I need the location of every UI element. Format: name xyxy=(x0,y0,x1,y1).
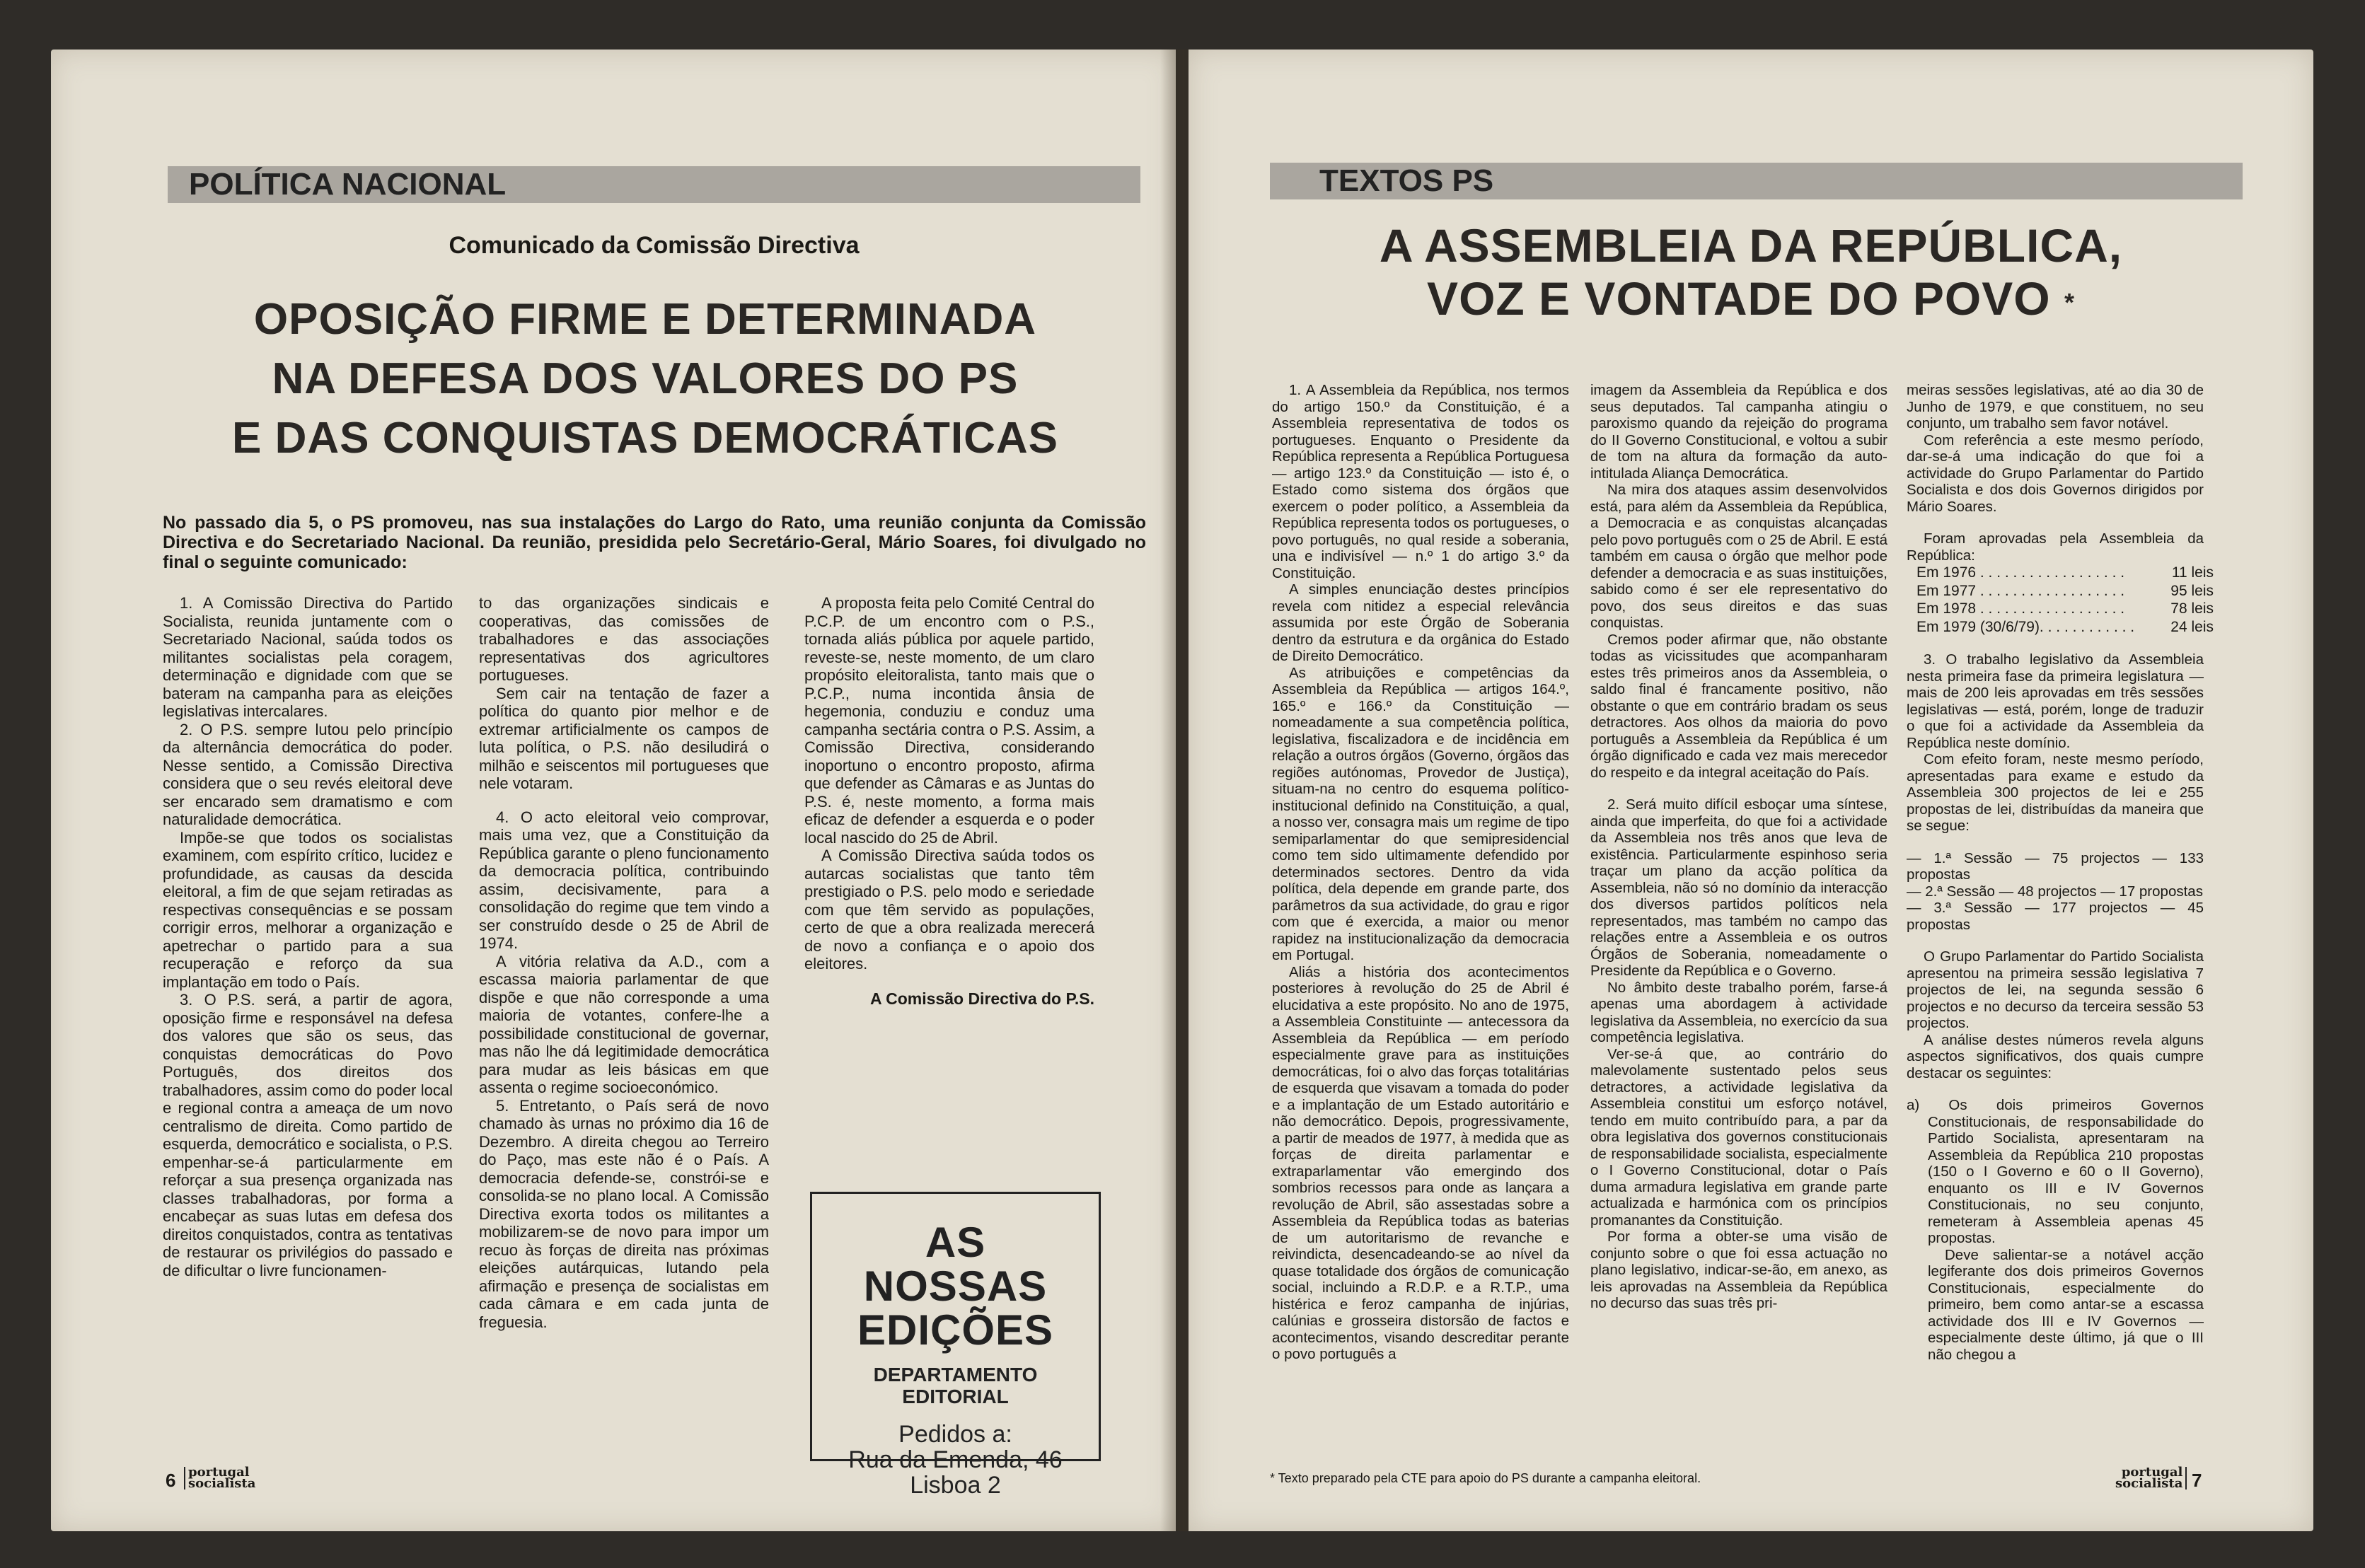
lead-paragraph: No passado dia 5, o PS promoveu, nas sua instalações do Largo do Rato, uma reunião conjunta da Comissão Directiva e do Secretariado Nacional. Da reunião, presidida pelo Secretário-Geral, Mário Soares, foi divulgado no final o seguinte comunicado: xyxy=(163,513,1146,572)
table-row xyxy=(1916,582,2214,600)
paragraph: 4. O acto eleitoral veio comprovar, mais uma vez, que a Constituição da República garante o pleno funcionamento da democracia política, contribuindo assim, decisivamente, para a consolidação do regime que tem vindo a ser construído desde o 25 de Abril de 1974. xyxy=(479,808,769,952)
headline-text: VOZ E VONTADE DO POVO xyxy=(1427,272,2051,325)
paragraph: Ver-se-á que, ao contrário do malevolamente sustentado pelos seus detractores, a actividade legislativa da Assembleia constitui um esforço notável, tendo em muito contribuído para, a par da obra legislativa dos governos constitucionais de responsabilidade socialista, especialmente o I Governo Constitucional, dotar o País duma armadura legislativa em grande parte actualizada e harmónica com os princípios promanantes da Constituição. xyxy=(1590,1045,1887,1229)
headline xyxy=(1252,219,2250,329)
paragraph: A Comissão Directiva saúda todos os autarcas socialistas que tanto têm prestigiado o P.S. pelo modo e seriedade com que têm servido as populações, certo de que a obra realizada merecerá de novo a confiança e o apoio dos eleitores. xyxy=(804,847,1094,972)
paragraph: 2. Será muito difícil esboçar uma síntese, ainda que imperfeita, do que foi a actividade da Assembleia nos três anos que leva de existência. Particularmente espinhoso seria traçar um plano da acção política da Assembleia, não só no domínio da interacção dos diversos partidos políticos nela representados, mas também no campo das relações entre a Assembleia e os outros Órgãos de Soberania, nomeadamente o Presidente da República e o Governo. xyxy=(1590,796,1887,979)
logo-text: portugal xyxy=(188,1465,250,1480)
paragraph: A vitória relativa da A.D., com a escassa maioria parlamentar de que dispõe e que não corresponde a uma maioria de votantes, confere-lhe a possibilidade constitucional de governar, mas não lhe dá legitimidade democrática para mudar as leis básicas em que assenta o regime socioeconómico. xyxy=(479,952,769,1096)
article-column-2 xyxy=(479,594,769,1478)
paragraph: 5. Entretanto, o País será de novo chamado às urnas no próximo dia 16 de Dezembro. A direita chegou ao Terreiro do Paço, mas este não é o País. A democracia defende-se, constrói-se e consolida-se no plano local. A Comissão Directiva exorta todos os militantes a mobilizarem-se de novo para impor um recuo às forças de direita nas próximas eleições autárquicas, lutando pela afirmação e presença de socialistas em cada câmara e em cada junta de freguesia. xyxy=(479,1096,769,1331)
article-column-1 xyxy=(163,594,453,1478)
page-number: 7 xyxy=(2192,1470,2202,1491)
paragraph: to das organizações sindicais e cooperativas, das comissões de trabalhadores e das associações representativas dos agricultores portugueses. xyxy=(479,594,769,684)
ad-title-line: AS xyxy=(925,1219,986,1266)
right-page xyxy=(1189,50,2313,1531)
paragraph: Foram aprovadas pela Assembleia da República: xyxy=(1907,530,2204,564)
laws-count: 24 leis xyxy=(2170,618,2214,635)
logo-text: socialista xyxy=(188,1476,256,1491)
paragraph: imagem da Assembleia da República e dos seus deputados. Tal campanha atingiu o paroxismo quando da rejeição do programa do II Governo Constitucional, e voltou a subir de tom na altura da formação da auto-intitulada Aliança Democrática. xyxy=(1590,382,1887,482)
paragraph: 1. A Assembleia da República, nos termos do artigo 150.º da Constituição, é a Assembleia representativa de todos os portugueses. Enquanto o Presidente da República representa a República Portuguesa — artigo 123.º da Constituição — isto é, o Estado como sistema dos órgãos que exercem o poder político, a Assembleia da República representa todos os portugueses, o povo português, no qual reside a soberania, una e indivisível — n.º 1 do artigo 3.º da Constituição. xyxy=(1272,382,1569,581)
article-column-1 xyxy=(1272,382,1569,1478)
laws-count: 78 leis xyxy=(2170,600,2214,617)
kicker: Comunicado da Comissão Directiva xyxy=(449,232,860,259)
footnote: * Texto preparado pela CTE para apoio do PS durante a campanha eleitoral. xyxy=(1270,1471,1701,1485)
ad-address-line: Rua da Emenda, 46 xyxy=(848,1446,1063,1473)
article-column-2 xyxy=(1590,382,1887,1478)
year-label: Em 1978 . . . . . . . . . . . . . . . . . . xyxy=(1916,600,2125,617)
list-item: a) Os dois primeiros Governos Constitucionais, de responsabilidade do Partido Socialista, apresentaram na Assembleia da República 210 propostas (150 o I Governo e 60 o II Governo), enquanto os III e IV Governos Constitucionais, no seu conjunto, remeteram à Assembleia apenas 45 propostas. xyxy=(1907,1097,2204,1246)
session-line: — 2.ª Sessão — 48 projectos — 17 propostas xyxy=(1907,883,2203,900)
headline-line xyxy=(1252,272,2250,329)
year-label: Em 1979 (30/6/79). . . . . . . . . . . . xyxy=(1916,618,2135,635)
session-line: — 1.ª Sessão — 75 projectos — 133 propostas xyxy=(1907,849,2204,883)
paragraph: No âmbito deste trabalho porém, farse-á apenas uma abordagem à actividade legislativa da Assembleia, no exercício da sua competência legislativa. xyxy=(1590,979,1887,1045)
section-header-politica-nacional xyxy=(168,166,1140,203)
laws-per-year-table xyxy=(1916,564,2214,636)
year-label: Em 1976 . . . . . . . . . . . . . . . . . . xyxy=(1916,564,2125,581)
signature: A Comissão Directiva do P.S. xyxy=(869,989,1094,1008)
section-title: POLÍTICA NACIONAL xyxy=(189,167,507,202)
paragraph: Com referência a este mesmo período, dar-se-á uma indicação do que foi a actividade do Grupo Parlamentar do Partido Socialista e dos dois Governos dirigidos por Mário Soares. xyxy=(1907,431,2204,515)
logo-text: portugal xyxy=(2121,1465,2183,1480)
ad-address xyxy=(812,1422,1099,1498)
article-column-3 xyxy=(804,594,1094,1146)
ad-dept-line: DEPARTAMENTO xyxy=(873,1364,1038,1386)
paragraph: A proposta feita pelo Comité Central do P.C.P. de um encontro com o P.S., tornada aliás pública por aquele partido, reveste-se, neste momento, de um claro propósito eleitoralista, tanto mais que o P.C.P., numa incontida ânsia de hegemonia, conduziu e conduz uma campanha sectária contra o P.S. Assim, a Comissão Directiva, considerando inoportuno o encontro proposto, afirma que defender as Câmaras e as Juntas do P.S. é, neste momento, a forma mais eficaz de defender a esquerda e o poder local nascido do 25 de Abril. xyxy=(804,594,1094,847)
ad-box-nossas-edicoes xyxy=(810,1192,1101,1499)
paragraph: Cremos poder afirmar que, não obstante todas as vicissitudes que acompanharam estes três primeiros anos da Assembleia, o saldo final é francamente positivo, não obstante o que em contrário bradam os seus detractores. Aos olhos da maioria do povo português a Assembleia da República é um órgão dignificado e cada vez mais merecedor do respeito e da integral aceitação do País. xyxy=(1590,631,1887,781)
paragraph: A simples enunciação destes princípios revela com nitidez a especial relevância assumida por este Órgão de Soberania dentro da estrutura e da orgânica do Estado de Direito Democrático. xyxy=(1272,581,1569,664)
laws-count: 11 leis xyxy=(2171,564,2214,581)
paragraph: meiras sessões legislativas, até ao dia 30 de Junho de 1979, e que constituem, no seu conjunto, um trabalho sem favor notável. xyxy=(1907,382,2204,431)
left-page xyxy=(51,50,1176,1531)
ad-title-line: EDIÇÕES xyxy=(857,1306,1054,1354)
ad-dept-line: EDITORIAL xyxy=(902,1386,1009,1407)
footnote-marker: * xyxy=(2064,288,2075,318)
table-row xyxy=(1916,618,2214,637)
page-number: 6 xyxy=(166,1470,176,1491)
ad-address-line: Pedidos a: xyxy=(898,1421,1012,1448)
headline-line: NA DEFESA DOS VALORES DO PS xyxy=(272,354,1019,403)
laws-count: 95 leis xyxy=(2170,582,2214,599)
headline-line: E DAS CONQUISTAS DEMOCRÁTICAS xyxy=(231,414,1058,463)
publication-logo xyxy=(2115,1467,2187,1489)
paragraph: A análise destes números revela alguns aspectos significativos, dos quais cumpre destacar os seguintes: xyxy=(1907,1031,2204,1081)
year-label: Em 1977 . . . . . . . . . . . . . . . . . . xyxy=(1916,582,2125,599)
headline-line: OPOSIÇÃO FIRME E DETERMINADA xyxy=(253,295,1037,344)
ad-address-line: Lisboa 2 xyxy=(910,1472,1001,1499)
paragraph: 3. O trabalho legislativo da Assembleia nesta primeira fase da primeira legislatura — mais de 200 leis aprovadas em três sessões legislativas — está, porém, longe de traduzir o que foi a actividade da Assembleia da República neste domínio. xyxy=(1907,651,2204,751)
section-header-textos-ps xyxy=(1270,163,2243,199)
paragraph: Na mira dos ataques assim desenvolvidos está, para além da Assembleia da República, a Democracia e as conquistas alcançadas pelo povo português com o 25 de Abril. E está também em causa o órgão que melhor pode defender a democracia e as suas instituições, sabido como é ser ele representativo do povo, dos seus direitos e das suas conquistas. xyxy=(1590,482,1887,631)
table-row xyxy=(1916,600,2214,618)
table-row xyxy=(1916,564,2214,582)
logo-text: socialista xyxy=(2115,1476,2183,1491)
publication-logo xyxy=(184,1467,255,1489)
paragraph: O Grupo Parlamentar do Partido Socialista apresentou na primeira sessão legislativa 7 projectos de lei, na segunda sessão 6 projectos e no decurso da terceira sessão 53 projectos. xyxy=(1907,948,2204,1031)
article-column-3 xyxy=(1907,382,2214,1499)
paragraph: Impõe-se que todos os socialistas examinem, com espírito crítico, lucidez e profundidade, as causas da descida eleitoral, a fim de que sejam retiradas as respectivas consequências e se possam corrigir erros, melhorar a organização e apetrechar o partido para a sua recuperação e reforço da sua implantação em todo o País. xyxy=(163,828,453,991)
section-title: TEXTOS PS xyxy=(1319,163,1494,198)
paragraph: Por forma a obter-se uma visão de conjunto sobre o que foi essa actuação no plano legislativo, indicar-se-ão, em anexo, as leis aprovadas na Assembleia da República no decurso das suas três pri- xyxy=(1590,1229,1887,1311)
paragraph: As atribuições e competências da Assembleia da República — artigos 164.º, 165.º e 166.º da Constituição — nomeadamente a sua competência política, legislativa, fiscalizadora e de incidência em relação a outros órgãos (Governo, órgãos das regiões autónomas, Provedor de Justiça), situam-na no centro do esquema político-institucional definido na Constituição, a qual, a nosso ver, consagra mais um regime de tipo semiparlamentar do que semipresidencial como tem sido ultimamente defendido por determinados sectores. Dentro da vida política, dela depende em grande parte, dos parâmetros da sua actividade, do grau e rigor com que é exercida, a maior ou menor rapidez na institucionalização da democracia em Portugal. xyxy=(1272,664,1569,963)
paragraph: Aliás a história dos acontecimentos posteriores à revolução do 25 de Abril é elucidativa a este propósito. No ano de 1975, a Assembleia Constituinte — antecessora da Assembleia da República — em período especialmente grave para as instituições democráticas, foi o alvo das forças totalitárias de esquerda que visavam a tomada do poder e a implantação de um Estado autoritário e não democrático. Depois, progressivamente, a partir de meados de 1977, à medida que as forças de direita parlamentar e extraparlamentar vão emergindo dos sombrios recessos para onde as lançara a revolução de Abril, são assestadas sobre a Assembleia da República todas as baterias de um autoritarismo de revanche e reivindicta, desencadeando-se ao nível da quase totalidade dos órgãos de comunicação social, incluindo a R.D.P. e a R.T.P., uma histérica e feroz campanha de injúrias, calúnias e grosseira distorsão de factos e acontecimentos, visando descreditar perante o povo português a xyxy=(1272,963,1569,1362)
ad-department xyxy=(812,1364,1099,1407)
paragraph: Deve salientar-se a notável acção legiferante dos dois primeiros Governos Constitucionais, especialmente do primeiro, bem como antar-se a escassa actividade dos III e IV Governos — especialmente deste último, já que o III não chegou a xyxy=(1928,1246,2204,1363)
session-line: — 3.ª Sessão — 177 projectos — 45 propostas xyxy=(1907,900,2204,933)
ad-title-line: NOSSAS xyxy=(863,1262,1048,1310)
paragraph: Sem cair na tentação de fazer a política do quanto pior melhor e de extremar artificialmente os campos de luta política, o P.S. não desiludirá o milhão e seiscentos mil portugueses que nele votaram. xyxy=(479,684,769,792)
paragraph: 2. O P.S. sempre lutou pelo princípio da alternância democrática do poder. Nesse sentido, a Comissão Directiva considera que o seu revés eleitoral deve ser encarado sem dramatismo e com naturalidade democrática. xyxy=(163,720,453,828)
paragraph: Com efeito foram, neste mesmo período, apresentadas para exame e estudo da Assembleia 300 projectos de lei e 255 propostas de lei, distribuídas da maneira que se segue: xyxy=(1907,751,2204,834)
paragraph: 1. A Comissão Directiva do Partido Socialista, reunida juntamente com o Secretariado Nacional, saúda todos os militantes socialistas pela coragem, determinação e dignidade com que se bateram na campanha para as eleições legislativas intercalares. xyxy=(163,594,453,720)
headline-line: A ASSEMBLEIA DA REPÚBLICA, xyxy=(1379,219,2123,272)
headline xyxy=(136,290,1155,468)
paragraph: 3. O P.S. será, a partir de agora, oposição firme e responsável na defesa dos valores que são os seus, das conquistas democráticas do Povo Português, dos direitos dos trabalhadores, assim como do poder local e regional contra a ameaça de um novo centralismo de direita. Como partido de esquerda, democrático e socialista, o P.S. empenhar-se-á particularmente em reforçar a sua presença organizada nas classes trabalhadoras, por forma a encabeçar as suas lutas em defesa dos direitos conquistados, contra as tentativas de restaurar os privilégios do passado e de dificultar o livre funcionamen- xyxy=(163,991,453,1279)
